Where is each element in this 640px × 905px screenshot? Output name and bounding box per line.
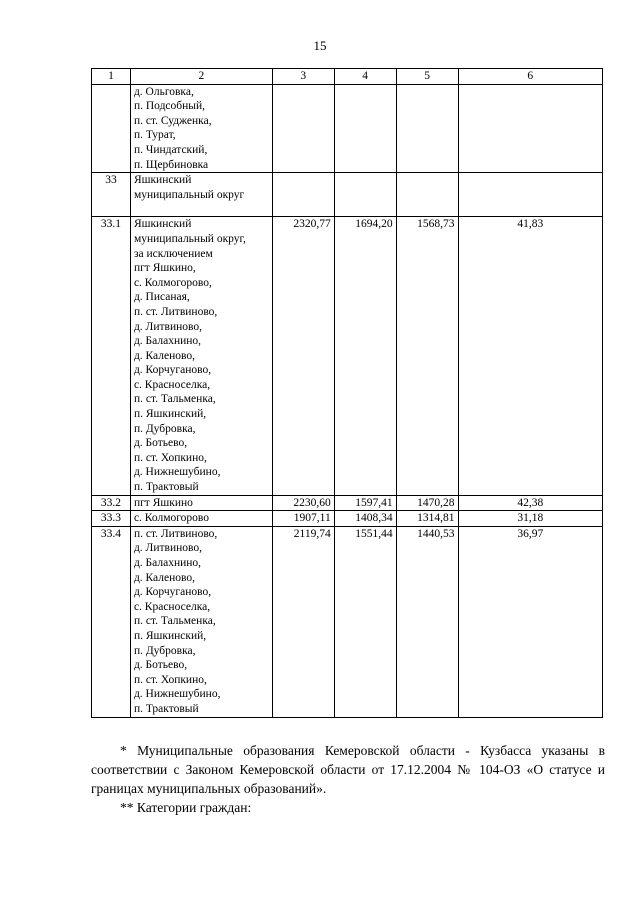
settlement-line: с. Красноселка, — [133, 378, 211, 391]
municipality-cell — [130, 217, 272, 495]
settlement-line: п. Трактовый — [133, 702, 199, 715]
settlement-line: муниципальный округ — [133, 188, 245, 201]
header-cell: 5 — [396, 69, 458, 85]
value-cell-v3: 2119,74 — [272, 526, 334, 717]
municipality-cell — [130, 526, 272, 717]
value-cell-v6: 31,18 — [458, 511, 602, 527]
settlement-line: д. Ботьево, — [133, 659, 188, 672]
value-cell-v5: 1470,28 — [396, 495, 458, 511]
value-cell-v5 — [396, 84, 458, 173]
settlement-line: п. Трактовый — [133, 481, 199, 494]
table-header-row — [92, 69, 603, 85]
settlement-line: п. Турат, — [133, 129, 176, 142]
settlement-line: д. Балахнино, — [133, 335, 202, 348]
value-cell-v5 — [396, 173, 458, 217]
settlement-line: с. Колмогорово, — [133, 276, 212, 289]
settlement-line: п. ст. Тальменка, — [133, 393, 216, 406]
footnotes — [91, 741, 605, 817]
settlement-line: п. Щербиновка — [133, 158, 209, 171]
settlement-line: д. Корчуганово, — [133, 586, 212, 599]
value-cell-v5: 1440,53 — [396, 526, 458, 717]
value-cell-v3 — [272, 173, 334, 217]
settlement-line: д. Балахнино, — [133, 557, 202, 569]
value-cell-v6: 36,97 — [458, 526, 602, 717]
value-cell-v3 — [272, 84, 334, 173]
row-number-cell: 33.2 — [92, 495, 131, 511]
settlement-line: п. ст. Тальменка, — [133, 615, 216, 628]
settlement-line: д. Литвиново, — [133, 542, 202, 555]
value-cell-v3: 2320,77 — [272, 217, 334, 495]
value-cell-v5: 1314,81 — [396, 511, 458, 527]
value-cell-v4: 1694,20 — [334, 217, 396, 495]
settlement-line: д. Нижнешубино, — [133, 466, 221, 479]
page-number: 15 — [313, 38, 327, 53]
settlement-line: п. ст. Литвиново, — [133, 527, 218, 540]
settlement-line: д. Каленово, — [133, 349, 195, 362]
settlement-line: п. Дубровка, — [133, 422, 196, 435]
value-cell-v4 — [334, 173, 396, 217]
value-cell-v6: 42,38 — [458, 495, 602, 511]
settlement-line: п. Чиндатский, — [133, 143, 208, 156]
footnote-categories: ** Категории граждан: — [120, 800, 252, 815]
municipality-cell — [130, 84, 272, 173]
row-number-cell: 33.1 — [92, 217, 131, 495]
header-cell: 3 — [272, 69, 334, 85]
municipality-cell — [130, 511, 272, 527]
table-row — [92, 84, 603, 173]
settlement-line: пгт Яшкино, — [133, 262, 196, 275]
row-number-cell: 33 — [92, 173, 131, 217]
settlement-line: д. Корчуганово, — [133, 364, 212, 377]
table-row — [92, 495, 603, 511]
value-cell-v6: 41,83 — [458, 217, 602, 495]
settlement-line: п. ст. Судженка, — [133, 114, 212, 127]
value-cell-v4 — [334, 84, 396, 173]
municipality-cell — [130, 495, 272, 511]
settlement-line: Яшкинский — [133, 218, 192, 231]
value-cell-v5: 1568,73 — [396, 217, 458, 495]
settlement-line: д. Каленово, — [133, 571, 195, 584]
settlement-line: п. Яшкинский, — [133, 408, 207, 421]
row-number-cell: 33.4 — [92, 526, 131, 717]
footnote-municipal: * Муниципальные образования Кемеровской области - Кузбасса указаны в соответствии с Законом Кемеровской области от 17.12.2004 № 104-ОЗ «О статусе и границах муниципальных образований». — [91, 743, 605, 796]
settlement-line: д. Писаная, — [133, 291, 190, 304]
settlement-line: с. Колмогорово — [133, 512, 210, 525]
settlement-line: п. Яшкинский, — [133, 629, 207, 642]
value-cell-v4: 1597,41 — [334, 495, 396, 511]
header-cell: 6 — [458, 69, 602, 85]
settlement-line: п. ст. Хопкино, — [133, 451, 207, 464]
settlement-line: д. Ботьево, — [133, 437, 188, 450]
value-cell-v3: 1907,11 — [272, 511, 334, 527]
row-number-cell: 33.3 — [92, 511, 131, 527]
settlement-line: п. Подсобный, — [133, 100, 206, 113]
settlement-line: д. Нижнешубино, — [133, 688, 221, 701]
settlement-line: за исключением — [133, 247, 213, 260]
tariff-table — [91, 68, 603, 718]
value-cell-v6 — [458, 84, 602, 173]
row-number-cell — [92, 84, 131, 173]
municipality-cell — [130, 173, 272, 217]
settlement-line: Яшкинский — [133, 174, 192, 187]
settlement-line: д. Литвиново, — [133, 320, 202, 333]
table-row — [92, 217, 603, 495]
table-row — [92, 526, 603, 717]
header-cell: 4 — [334, 69, 396, 85]
settlement-line: с. Красноселка, — [133, 600, 211, 613]
settlement-line: муниципальный округ, — [133, 232, 246, 245]
settlement-line: п. Дубровка, — [133, 644, 196, 657]
header-cell: 1 — [92, 69, 131, 85]
settlement-line: д. Ольговка, — [133, 85, 194, 98]
value-cell-v6 — [458, 173, 602, 217]
value-cell-v3: 2230,60 — [272, 495, 334, 511]
header-cell: 2 — [130, 69, 272, 85]
value-cell-v4: 1408,34 — [334, 511, 396, 527]
settlement-line: п. ст. Хопкино, — [133, 673, 207, 686]
settlement-line: пгт Яшкино — [133, 496, 193, 509]
settlement-line: п. ст. Литвиново, — [133, 305, 218, 318]
table-row — [92, 511, 603, 527]
value-cell-v4: 1551,44 — [334, 526, 396, 717]
table-row — [92, 173, 603, 217]
